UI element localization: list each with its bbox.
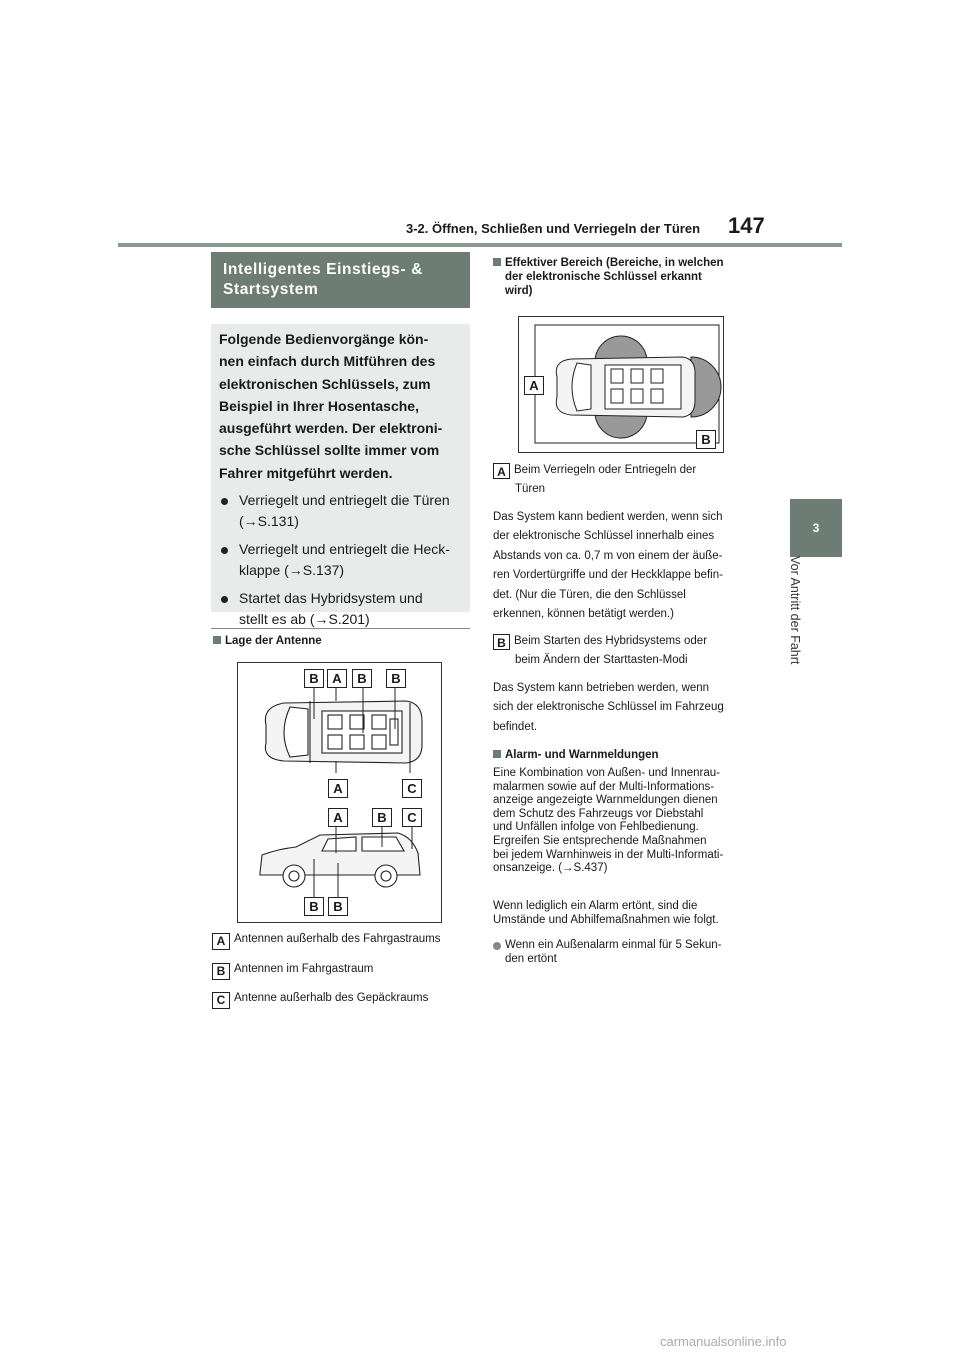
range-diagram [519, 317, 725, 454]
section-heading: Intelligentes Einstiegs- & Startsystem [211, 252, 470, 308]
callout-b: B [304, 669, 324, 688]
callout-b: B [372, 808, 392, 827]
intro-line: ausgeführt werden. Der elektroni- [219, 420, 443, 437]
alarm-body-2: Wenn lediglich ein Alarm ertönt, sind die Umstände und Abhilfemaßnahmen wie folgt. [493, 900, 719, 926]
feature-item: Verriegelt und entriegelt die Heck- klappe (→S.137) [219, 539, 462, 581]
feature-list [219, 490, 462, 630]
antenna-location-figure [237, 662, 442, 923]
header-rule [118, 243, 842, 247]
intro-text [219, 328, 462, 484]
page-reference-link[interactable]: stellt es ab (→S.201) [239, 611, 370, 628]
callout-b: B [352, 669, 372, 688]
alarm-body: Eine Kombination von Außen- und Innenrau- malarmen sowie auf der Multi-Informations- anzeige angezeigte Warnmeldungen dienen dem Schutz des Fahrzeugs vor Diebstahl und Unfällen infolge von Fehlbedienung. Ergreifen Sie entsprechende Maßnahmen bei jedem Warnhinweis in der Multi-Informati- onsanzeige. (→S.437) [493, 767, 724, 875]
range-a-description: A Beim Verriegeln oder Entriegeln der Türen [493, 461, 755, 500]
alarm-condition-item: Wenn ein Außenalarm einmal für 5 Sekun- den ertönt [493, 939, 767, 966]
alarm-heading: Alarm- und Warnmeldungen [493, 748, 659, 762]
intro-line: elektronischen Schlüssels, zum [219, 375, 431, 392]
chapter-title: Vor Antritt der Fahrt [788, 556, 802, 665]
range-b-body: Das System kann betrieben werden, wenn sich der elektronische Schlüssel im Fahrzeug befindet. [493, 682, 724, 733]
label-a: A [212, 933, 230, 950]
chapter-tab[interactable]: 3 [790, 499, 842, 557]
callout-c: C [402, 779, 422, 798]
feature-item: Verriegelt und entriegelt die Türen (→S.131) [219, 490, 462, 532]
callout-c: C [402, 808, 422, 827]
square-bullet-icon [493, 750, 501, 758]
callout-a: A [327, 669, 347, 688]
callout-a: A [328, 808, 348, 827]
intro-line: Beispiel in Ihrer Hosentasche, [219, 397, 419, 414]
square-bullet-icon [213, 636, 221, 644]
feature-item: Startet das Hybridsystem und stellt es ab (→S.201) [219, 588, 462, 630]
section-running-title: 3-2. Öffnen, Schließen und Verriegeln der Türen [406, 221, 701, 236]
label-b: B [493, 634, 510, 650]
callout-b: B [328, 897, 348, 916]
label-a: A [493, 463, 510, 479]
callout-b: B [386, 669, 406, 688]
range-a-body: Das System kann bedient werden, wenn sich der elektronische Schlüssel innerhalb eines Abstands von ca. 0,7 m von einem der äuße- ren Vordertürgriffe und der Heckklappe befin- det. (Nur die Türen, die den Schlüssel erkennen, können betätigt werden.) [493, 511, 723, 621]
intro-line: sche Schlüssel sollte immer vom [219, 442, 440, 459]
page-number: 147 [728, 213, 765, 238]
divider [211, 628, 470, 629]
range-heading: Effektiver Bereich (Bereiche, in welchen der elektronische Schlüssel erkannt wird) [493, 256, 755, 298]
callout-a: A [328, 779, 348, 798]
range-b-description: B Beim Starten des Hybridsystems oder beim Ändern der Starttasten-Modi [493, 632, 755, 671]
callout-b: B [304, 897, 324, 916]
label-c: C [212, 992, 230, 1009]
page-reference-link[interactable]: klappe (→S.137) [239, 562, 345, 579]
label-b: B [212, 963, 230, 980]
intro-line: Folgende Bedienvorgänge kön- [219, 331, 429, 347]
intro-line: Fahrer mitgeführt werden. [219, 464, 393, 481]
chapter-title-vertical [772, 556, 832, 704]
square-bullet-icon [493, 258, 501, 266]
intro-box [211, 324, 470, 628]
legend-item: B Antennen im Fahrgastraum [212, 960, 373, 980]
antenna-heading: Lage der Antenne [213, 634, 322, 648]
callout-a: A [524, 376, 544, 395]
detection-range-figure [518, 316, 724, 453]
watermark: carmanualsonline.info [660, 1334, 787, 1349]
legend-item: A Antennen außerhalb des Fahrgastraums [212, 930, 440, 950]
callout-b: B [696, 430, 716, 449]
page-reference-link[interactable]: (→S.131) [239, 513, 299, 530]
intro-line: nen einfach durch Mitführen des [219, 353, 436, 370]
legend-item: C Antenne außerhalb des Gepäckraums [212, 989, 428, 1009]
page-reference-link[interactable]: onsanzeige. (→S.437) [493, 862, 608, 875]
